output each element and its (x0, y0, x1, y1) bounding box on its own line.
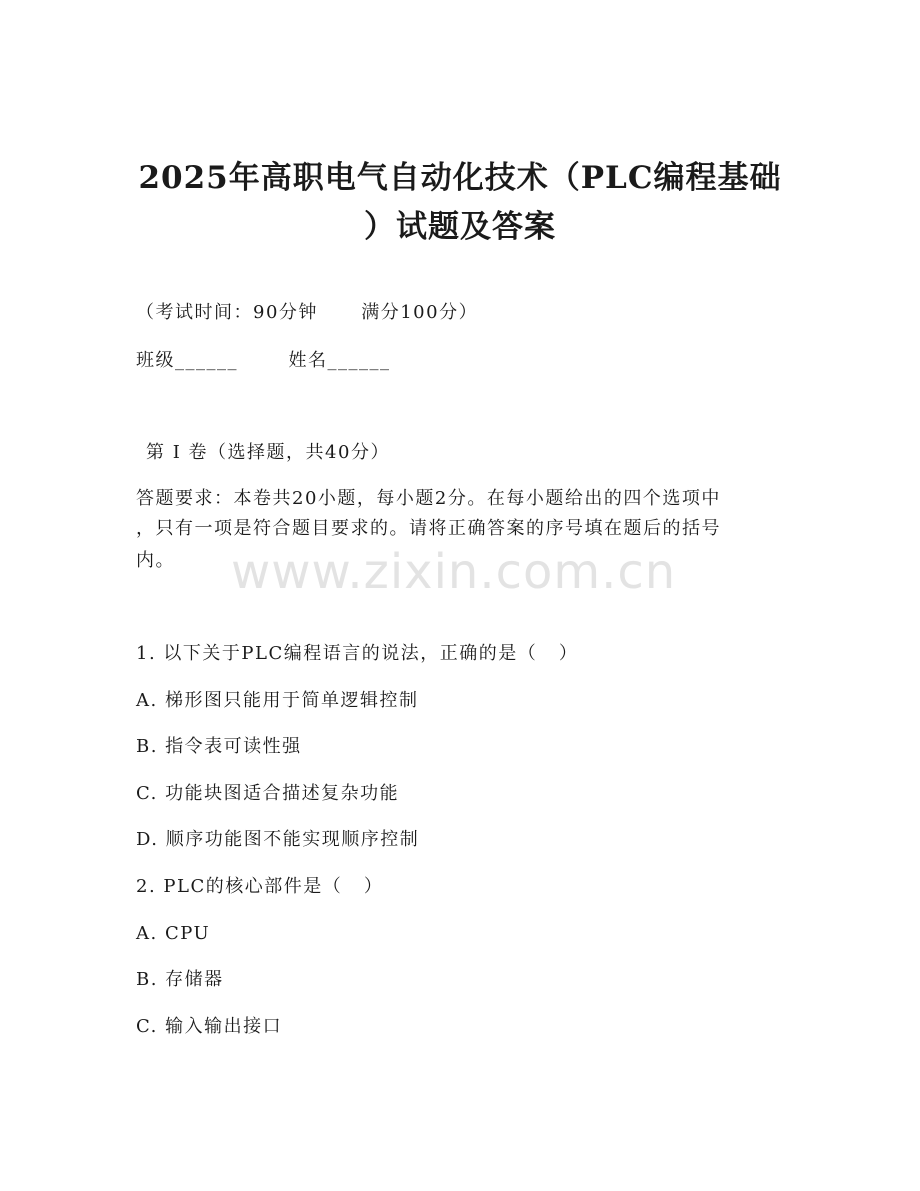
question-1-stem: 1. 以下关于PLC编程语言的说法，正确的是（ ） (136, 643, 579, 664)
class-name-line: 班级______ 姓名______ (136, 350, 391, 371)
question-1-option-c: C. 功能块图适合描述复杂功能 (136, 783, 400, 804)
question-2-option-b: B. 存储器 (136, 969, 224, 990)
question-1-option-b: B. 指令表可读性强 (136, 736, 302, 757)
instructions-line-3: 内。 (136, 550, 175, 571)
question-2-option-c: C. 输入输出接口 (136, 1016, 283, 1037)
instructions-line-2: ，只有一项是符合题目要求的。请将正确答案的序号填在题后的括号 (136, 518, 721, 539)
question-2-option-a: A. CPU (136, 923, 211, 944)
question-1-option-d: D. 顺序功能图不能实现顺序控制 (136, 829, 420, 850)
instructions-line-1: 答题要求：本卷共20小题，每小题2分。在每小题给出的四个选项中 (136, 488, 721, 509)
document-title-line-2: ）试题及答案 (364, 209, 556, 245)
section-heading: 第 I 卷（选择题，共40分） (146, 442, 390, 463)
question-1-option-a: A. 梯形图只能用于简单逻辑控制 (136, 690, 419, 711)
question-2-stem: 2. PLC的核心部件是（ ） (136, 876, 384, 897)
exam-info: （考试时间：90分钟 满分100分） (136, 302, 479, 323)
document-title-line-1: 2025年高职电气自动化技术（PLC编程基础 (138, 160, 782, 196)
watermark: www.zixin.com.cn (231, 544, 677, 600)
